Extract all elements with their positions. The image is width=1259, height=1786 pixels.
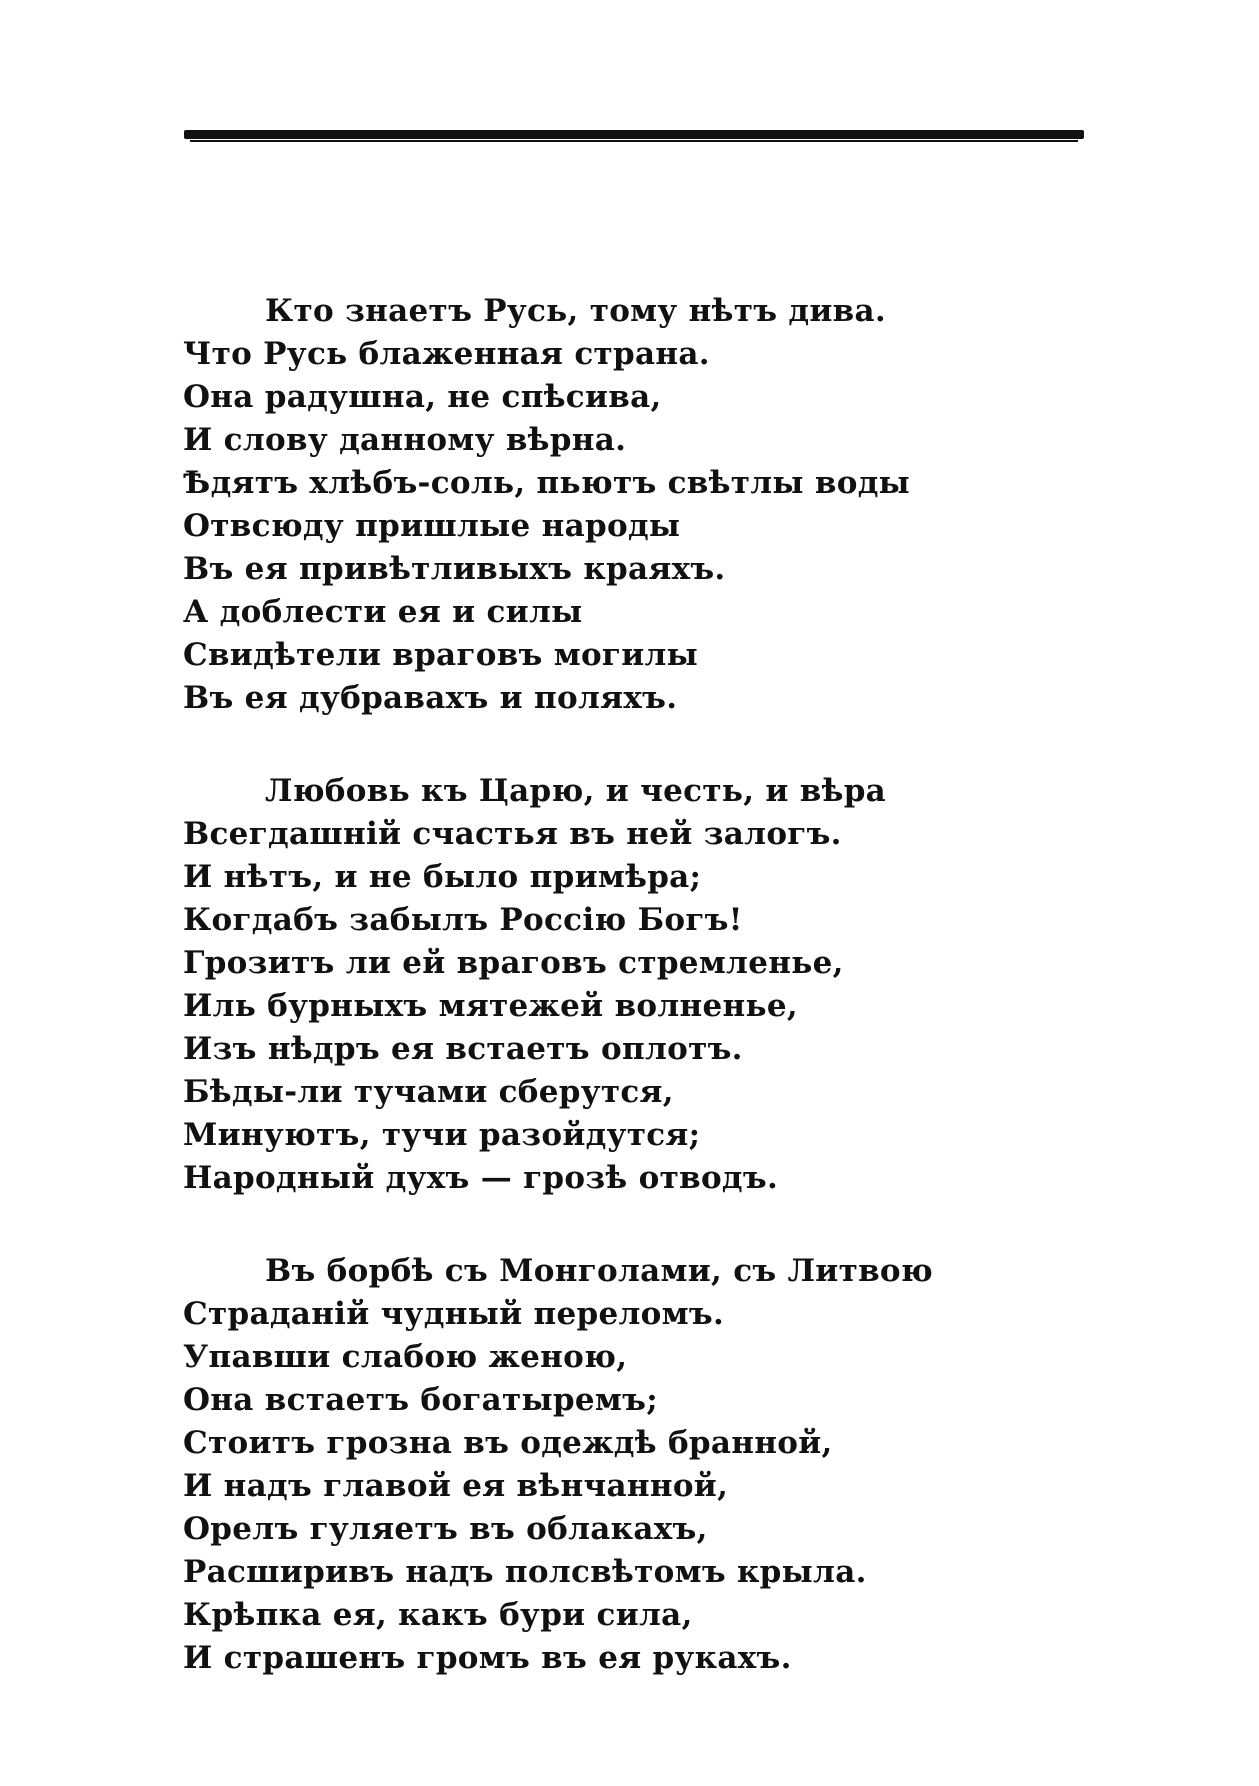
poem-line: Что Русь блаженная страна. xyxy=(183,336,710,372)
poem-line: Упавши слабою женою, xyxy=(183,1339,628,1375)
poem-line: Въ ея дубравахъ и поляхъ. xyxy=(183,680,678,716)
poem-line: Кто знаетъ Русь, тому нѣтъ дива. xyxy=(265,293,886,329)
poem-line: Грозитъ ли ей враговъ стремленье, xyxy=(183,945,844,981)
poem-line: И надъ главой ея вѣнчанной, xyxy=(183,1468,729,1504)
header-rule xyxy=(184,127,1084,143)
poem-line: И слову данному вѣрна. xyxy=(183,422,627,458)
poem-line: Бѣды-ли тучами сберутся, xyxy=(183,1074,674,1110)
poem-line: Страданій чудный переломъ. xyxy=(183,1296,725,1332)
poem-line: Стоитъ грозна въ одеждѣ бранной, xyxy=(183,1425,833,1461)
stanza-2 xyxy=(183,770,1043,1200)
poem-line: И нѣтъ, и не было примѣра; xyxy=(183,859,702,895)
stanza-1 xyxy=(183,290,1043,720)
poem-line: Крѣпка ея, какъ бури сила, xyxy=(183,1597,693,1633)
poem-line: Минуютъ, тучи разойдутся; xyxy=(183,1117,701,1153)
poem-line: Народный духъ — грозѣ отводъ. xyxy=(183,1160,779,1196)
poem-line: Ѣдятъ хлѣбъ-соль, пьютъ свѣтлы воды xyxy=(183,465,911,501)
poem-line: Орелъ гуляетъ въ облакахъ, xyxy=(183,1511,708,1547)
header-rule-thick-line xyxy=(184,130,1084,139)
poem-line: А доблести ея и силы xyxy=(183,594,583,630)
poem-line: Въ ея привѣтливыхъ краяхъ. xyxy=(183,551,726,587)
header-rule-thin-line xyxy=(190,140,1078,142)
poem-line: Въ борбѣ съ Монголами, съ Литвою xyxy=(265,1253,933,1289)
poem-line: Она радушна, не спѣсива, xyxy=(183,379,662,415)
poem xyxy=(183,290,1043,1730)
poem-line: Иль бурныхъ мятежей волненье, xyxy=(183,988,799,1024)
stanza-3 xyxy=(183,1250,1043,1680)
poem-line: Когдабъ забылъ Россію Богъ! xyxy=(183,902,743,938)
poem-line: Изъ нѣдръ ея встаетъ оплотъ. xyxy=(183,1031,743,1067)
poem-line: Свидѣтели враговъ могилы xyxy=(183,637,699,673)
poem-line: Расширивъ надъ полсвѣтомъ крыла. xyxy=(183,1554,867,1590)
poem-line: Всегдашній счастья въ ней залогъ. xyxy=(183,816,842,852)
poem-line: Она встаетъ богатыремъ; xyxy=(183,1382,658,1418)
poem-line: Любовь къ Царю, и честь, и вѣра xyxy=(265,773,887,809)
poem-line: Отвсюду пришлые народы xyxy=(183,508,681,544)
poem-line: И страшенъ громъ въ ея рукахъ. xyxy=(183,1640,792,1676)
